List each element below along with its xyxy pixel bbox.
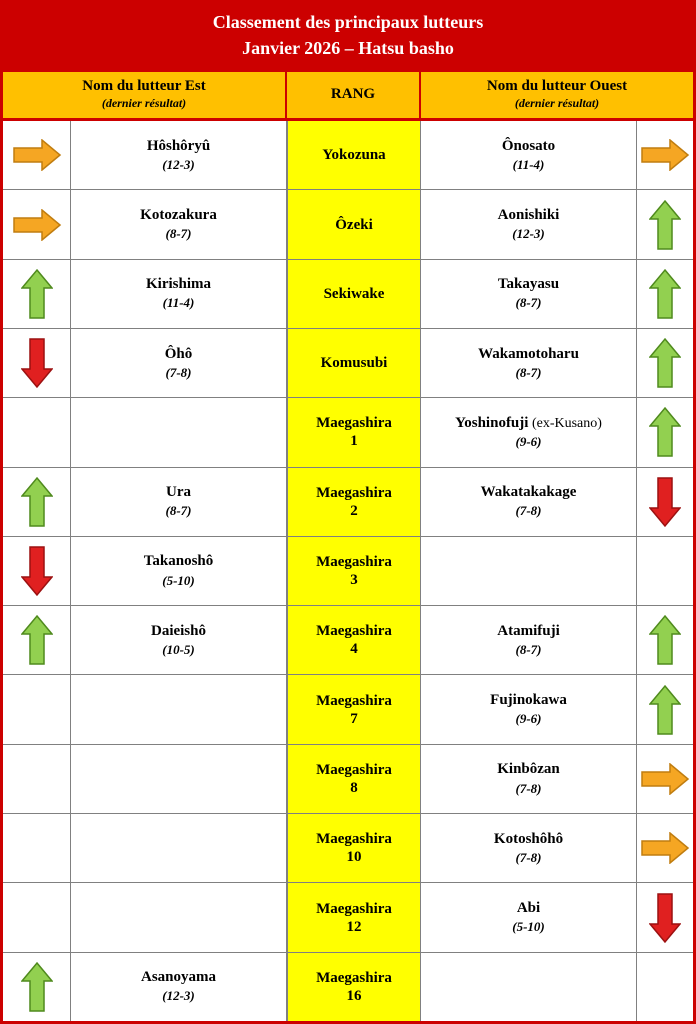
east-wrestler-score: (10-5)	[162, 641, 195, 657]
west-wrestler-score: (7-8)	[515, 849, 542, 865]
arrow-right-icon	[640, 832, 690, 864]
east-wrestler-cell	[71, 468, 287, 536]
west-wrestler-name: Atamifuji	[497, 622, 560, 639]
west-trend-cell	[637, 814, 693, 882]
east-wrestler-name: Daieishô	[150, 622, 206, 639]
east-wrestler-name: Asanoyama	[140, 969, 216, 986]
west-trend-cell	[637, 675, 693, 743]
arrow-up-icon	[649, 406, 681, 458]
west-wrestler-score: (9-6)	[515, 434, 542, 450]
rank-number: 2	[350, 502, 358, 519]
rank-number: 1	[350, 433, 358, 450]
east-trend-cell	[3, 468, 71, 536]
arrow-up-icon	[649, 199, 681, 251]
table-row	[3, 814, 693, 883]
arrow-up-icon	[21, 476, 53, 528]
east-wrestler-score: (11-4)	[162, 295, 195, 311]
east-wrestler-cell	[71, 190, 287, 258]
west-trend-cell	[637, 190, 693, 258]
rank-label: Maegashira	[316, 969, 392, 986]
east-trend-cell	[3, 537, 71, 605]
rank-label: Ôzeki	[335, 216, 373, 233]
west-wrestler-cell	[421, 468, 637, 536]
arrow-up-icon	[649, 684, 681, 736]
west-wrestler-name: Takayasu	[497, 276, 560, 293]
east-trend-cell	[3, 190, 71, 258]
table-row	[3, 537, 693, 606]
rank-cell	[287, 675, 421, 743]
rank-number: 8	[350, 779, 358, 796]
west-trend-cell	[637, 329, 693, 397]
east-wrestler-name: Ôhô	[164, 345, 193, 362]
arrow-right-icon	[12, 139, 62, 171]
table-row	[3, 121, 693, 190]
header-rank	[287, 72, 421, 118]
rank-label: Sekiwake	[323, 285, 385, 302]
east-wrestler-score: (5-10)	[162, 572, 195, 588]
rank-cell	[287, 190, 421, 258]
west-wrestler-score: (8-7)	[515, 295, 542, 311]
header-west-sublabel: (dernier résultat)	[514, 96, 600, 111]
east-wrestler-cell	[71, 606, 287, 674]
west-wrestler-name: Ônosato	[501, 137, 556, 154]
rank-cell	[287, 329, 421, 397]
arrow-up-icon	[21, 961, 53, 1013]
west-wrestler-score: (5-10)	[512, 919, 545, 935]
rank-cell	[287, 606, 421, 674]
table-row	[3, 329, 693, 398]
west-wrestler-cell	[421, 675, 637, 743]
east-trend-cell	[3, 606, 71, 674]
header-west	[421, 72, 693, 118]
rank-number: 7	[350, 710, 358, 727]
west-trend-cell	[637, 468, 693, 536]
west-wrestler-name: Abi	[516, 899, 541, 916]
table-row	[3, 190, 693, 259]
east-wrestler-name: Takanoshô	[143, 553, 214, 570]
table-row	[3, 260, 693, 329]
west-wrestler-score: (8-7)	[515, 364, 542, 380]
east-wrestler-score: (7-8)	[165, 364, 192, 380]
east-trend-cell	[3, 675, 71, 743]
west-wrestler-cell	[421, 606, 637, 674]
rank-label: Maegashira	[316, 484, 392, 501]
header-east-label: Nom du lutteur Est	[82, 78, 206, 95]
west-wrestler-cell	[421, 745, 637, 813]
west-wrestler-score: (12-3)	[512, 226, 545, 242]
east-trend-cell	[3, 814, 71, 882]
west-wrestler-cell	[421, 398, 637, 466]
rank-label: Maegashira	[316, 761, 392, 778]
arrow-right-icon	[12, 209, 62, 241]
west-wrestler-cell	[421, 329, 637, 397]
east-trend-cell	[3, 329, 71, 397]
rank-number: 3	[350, 572, 358, 589]
table-body	[3, 121, 693, 1021]
rank-cell	[287, 953, 421, 1021]
west-wrestler-name: Aonishiki	[497, 206, 560, 223]
header-east-sublabel: (dernier résultat)	[101, 96, 187, 111]
rank-number: 16	[346, 987, 362, 1004]
rank-number: 12	[346, 918, 362, 935]
rank-label: Maegashira	[316, 900, 392, 917]
east-wrestler-score: (8-7)	[165, 503, 192, 519]
rank-cell	[287, 398, 421, 466]
west-wrestler-name: Yoshinofuji (ex-Kusano)	[455, 414, 602, 431]
east-wrestler-cell	[71, 675, 287, 743]
arrow-up-icon	[21, 268, 53, 320]
rank-label: Komusubi	[320, 355, 388, 372]
east-trend-cell	[3, 883, 71, 951]
rank-label: Maegashira	[316, 692, 392, 709]
west-trend-cell	[637, 883, 693, 951]
east-trend-cell	[3, 260, 71, 328]
rank-cell	[287, 121, 421, 189]
west-wrestler-cell	[421, 814, 637, 882]
east-trend-cell	[3, 121, 71, 189]
east-wrestler-cell	[71, 537, 287, 605]
table-row	[3, 883, 693, 952]
header-west-label: Nom du lutteur Ouest	[486, 78, 628, 95]
west-wrestler-cell	[421, 883, 637, 951]
west-wrestler-cell	[421, 260, 637, 328]
east-wrestler-cell	[71, 260, 287, 328]
east-trend-cell	[3, 953, 71, 1021]
west-trend-cell	[637, 121, 693, 189]
rank-label: Maegashira	[316, 554, 392, 571]
west-trend-cell	[637, 260, 693, 328]
west-wrestler-name: Wakamotoharu	[478, 345, 579, 362]
west-wrestler-cell	[421, 190, 637, 258]
west-trend-cell	[637, 953, 693, 1021]
title-line-2: Janvier 2026 – Hatsu basho	[242, 37, 454, 58]
east-wrestler-cell	[71, 814, 287, 882]
rank-cell	[287, 883, 421, 951]
rank-number: 10	[346, 849, 362, 866]
rank-cell	[287, 468, 421, 536]
west-wrestler-score: (7-8)	[515, 780, 542, 796]
arrow-up-icon	[649, 614, 681, 666]
rank-label: Maegashira	[316, 623, 392, 640]
arrow-down-icon	[21, 545, 53, 597]
west-trend-cell	[637, 745, 693, 813]
header-rank-label: RANG	[330, 86, 376, 103]
page-title	[3, 3, 693, 70]
table-header-row	[3, 70, 693, 121]
arrow-down-icon	[649, 476, 681, 528]
arrow-up-icon	[21, 614, 53, 666]
rank-label: Maegashira	[316, 831, 392, 848]
east-wrestler-cell	[71, 398, 287, 466]
west-wrestler-score: (8-7)	[515, 641, 542, 657]
east-wrestler-name: Kotozakura	[140, 206, 217, 223]
arrow-up-icon	[649, 268, 681, 320]
west-trend-cell	[637, 606, 693, 674]
east-wrestler-name: Ura	[166, 484, 191, 501]
west-wrestler-cell	[421, 537, 637, 605]
west-wrestler-name: Wakatakakage	[480, 484, 577, 501]
rank-label: Yokozuna	[322, 147, 386, 164]
east-wrestler-cell	[71, 329, 287, 397]
table-row	[3, 468, 693, 537]
arrow-right-icon	[640, 139, 690, 171]
west-trend-cell	[637, 398, 693, 466]
east-wrestler-score: (8-7)	[165, 226, 192, 242]
rank-cell	[287, 814, 421, 882]
arrow-up-icon	[649, 337, 681, 389]
east-wrestler-score: (12-3)	[162, 156, 195, 172]
title-line-1: Classement des principaux lutteurs	[212, 12, 484, 32]
arrow-down-icon	[21, 337, 53, 389]
table-row	[3, 398, 693, 467]
rank-cell	[287, 745, 421, 813]
rank-number: 4	[350, 641, 358, 658]
table-row	[3, 606, 693, 675]
header-east	[3, 72, 287, 118]
arrow-right-icon	[640, 763, 690, 795]
east-wrestler-score: (12-3)	[162, 988, 195, 1004]
east-wrestler-name: Hôshôryû	[146, 137, 211, 154]
east-wrestler-cell	[71, 883, 287, 951]
east-wrestler-cell	[71, 745, 287, 813]
east-wrestler-cell	[71, 953, 287, 1021]
rank-label: Maegashira	[316, 415, 392, 432]
west-wrestler-name: Fujinokawa	[490, 691, 567, 708]
table-row	[3, 953, 693, 1021]
east-wrestler-name: Kirishima	[145, 276, 211, 293]
rank-cell	[287, 537, 421, 605]
west-wrestler-cell	[421, 121, 637, 189]
rank-cell	[287, 260, 421, 328]
arrow-down-icon	[649, 892, 681, 944]
west-wrestler-score: (7-8)	[515, 503, 542, 519]
west-wrestler-name: Kotoshôhô	[493, 830, 564, 847]
west-wrestler-score: (11-4)	[512, 156, 545, 172]
east-trend-cell	[3, 398, 71, 466]
east-trend-cell	[3, 745, 71, 813]
west-wrestler-name: Kinbôzan	[497, 761, 560, 778]
table-row	[3, 745, 693, 814]
table-row	[3, 675, 693, 744]
west-wrestler-score: (9-6)	[515, 711, 542, 727]
west-wrestler-cell	[421, 953, 637, 1021]
west-trend-cell	[637, 537, 693, 605]
east-wrestler-cell	[71, 121, 287, 189]
